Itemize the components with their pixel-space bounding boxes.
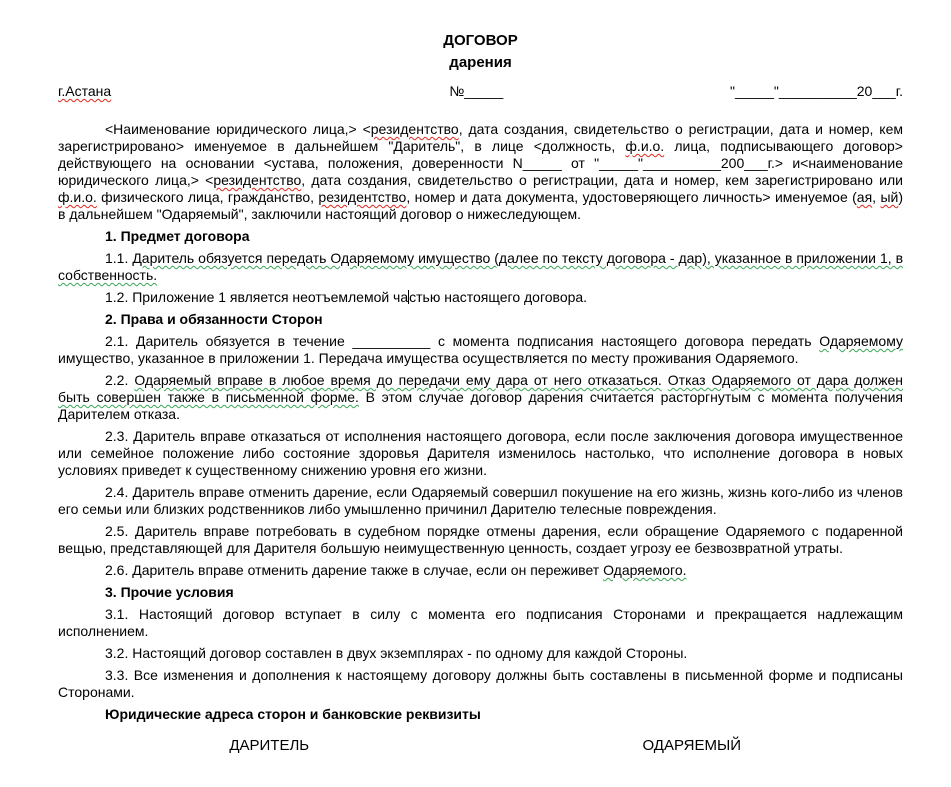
signature-row [58,737,903,754]
text-run[interactable]: стью настоящего договора. [409,289,588,305]
text-run[interactable]: физического лица, гражданство, [96,189,319,205]
text-run[interactable]: 2.3. Даритель вправе отказаться от исполнения настоящего договора, если после заключения договора имущественное или семейное положение либо состояние здоровья Дарителя изменилось настолько, что исполнение договора в новых условиях приведет к существенному снижению уровня его жизни. [58,428,903,478]
header-row [58,83,903,100]
grammar-flagged-text[interactable]: Отказ Одаряемого от дара должен быть совершен также в письменной форме. [58,372,903,405]
title-line-1: ДОГОВОР [443,32,518,49]
text-run[interactable]: , дата создания, свидетельство о регистрации, дата и номер, кем зарегистрировано или [301,172,903,188]
text-run[interactable]: 3.3. Все изменения и дополнения к настоящему договору должны быть составлены в письменной форме и подписаны Сторонами. [58,667,903,700]
clause-3-3[interactable] [58,667,903,701]
clause-2-5[interactable] [58,523,903,557]
clause-2-4[interactable] [58,484,903,518]
text-run[interactable]: 2.5. Даритель вправе потребовать в судебном порядке отмены дарения, если обращение Одаряемого с подаренной вещью, представляющей для Дарителя большую неимущественную ценность, создает угрозу ее безвозвратной утраты. [58,523,903,556]
clause-2-2[interactable] [58,372,903,423]
spellcheck-flagged-text[interactable]: резидентство [213,172,302,188]
header-city-cell [58,83,337,100]
text-run[interactable]: 2.4. Даритель вправе отменить дарение, если Одаряемый совершил покушение на его жизнь, жизнь кого-либо из членов его семьи или близких родственников либо умышленно причинил Дарителю телесные повреждения. [58,484,903,517]
text-run[interactable]: 3.2. Настоящий договор составлен в двух экземплярах - по одному для каждой Стороны. [105,645,688,661]
text-run[interactable]: В этом случае договор дарения считается расторгнутым с момента получения Дарителем отказа. [58,389,903,422]
spellcheck-flagged-text[interactable]: ф.и.о. [58,189,97,205]
clause-1-1[interactable] [58,250,903,284]
clause-1-2[interactable] [58,289,903,306]
clause-3-2[interactable] [58,645,903,662]
text-run[interactable]: 2.6. Даритель вправе отменить дарение также в случае, если он переживет [105,562,604,578]
text-run[interactable]: 3.1. Настоящий договор вступает в силу с момента его подписания Сторонами и прекращается надлежащим исполнением. [58,606,903,639]
grammar-flagged-text[interactable]: Одаряемый вправе в любое время до передачи ему дара от него отказаться. [134,372,662,388]
preamble-paragraph[interactable] [58,121,903,223]
text-run[interactable]: <Наименование юридического лица,> < [105,121,371,137]
text-run[interactable]: имущество, указанное в приложении 1. Передача имущества осуществляется по месту проживания Одаряемого. [58,350,799,366]
text-run[interactable]: , номер и дата документа, удостоверяющего личность> именуемое ( [406,189,857,205]
title-line-2: дарения [449,54,512,71]
text-run[interactable]: , [872,189,881,205]
spellcheck-flagged-text[interactable]: резидентство [370,121,459,137]
contract-number-blank[interactable]: №_____ [449,83,504,99]
text-run[interactable]: 2.2. [105,372,135,388]
date-blank[interactable]: "_____"__________20___г. [730,83,903,99]
clause-2-3[interactable] [58,428,903,479]
document-title [58,30,903,74]
clause-3-1[interactable] [58,606,903,640]
text-run[interactable]: , дата создания, свидетельство о регистрации, дата и номер, кем зарегистрировано> именуемое в дальнейшем "Даритель", в лице <должность, [58,121,903,154]
clause-2-1[interactable] [58,333,903,367]
grammar-flagged-text[interactable]: Одаряемого. [603,562,687,578]
header-number-cell [337,83,616,100]
spellcheck-flagged-text[interactable]: ая [856,189,873,205]
text-run[interactable]: 2.1. Даритель обязуется в течение __________ с момента подписания настоящего договора передать [105,333,820,349]
section-heading-1[interactable]: 1. Предмет договора [105,228,250,244]
grammar-flagged-text[interactable]: Одаряемому [819,333,903,349]
clause-2-6[interactable] [58,562,903,579]
text-run[interactable]: ) в дальнейшем "Одаряемый", заключили настоящий договор о нижеследующем. [58,189,904,222]
spellcheck-flagged-text[interactable]: ый [880,189,899,205]
section-heading-2[interactable]: 2. Права и обязанности Сторон [105,311,323,327]
text-run[interactable]: лица, подписывающего договор> действующего на основании <устава, положения, доверенности N_____ от "_____"__________200___г.> и<наименование юридического лица,> < [58,138,903,188]
signature-donor-label[interactable]: ДАРИТЕЛЬ [229,737,310,754]
header-date-cell [616,83,903,100]
text-run[interactable]: 1.2. Приложение 1 является неотъемлемой ча [105,289,409,305]
text-run[interactable]: 1.1. [105,250,133,266]
signature-donee-label[interactable]: ОДАРЯЕМЫЙ [642,737,742,754]
section-heading-3[interactable]: 3. Прочие условия [105,584,234,600]
spellcheck-flagged-text[interactable]: ф.и.о. [625,138,665,154]
closing-heading[interactable]: Юридические адреса сторон и банковские реквизиты [105,706,481,722]
grammar-flagged-text[interactable]: Даритель обязуется передать Одаряемому имущество (далее по тексту договора - дар), указанное в приложении 1, в собственность. [58,250,903,283]
spellcheck-flagged-text[interactable]: резидентство [318,189,407,205]
city-text[interactable]: г.Астана [58,83,112,99]
